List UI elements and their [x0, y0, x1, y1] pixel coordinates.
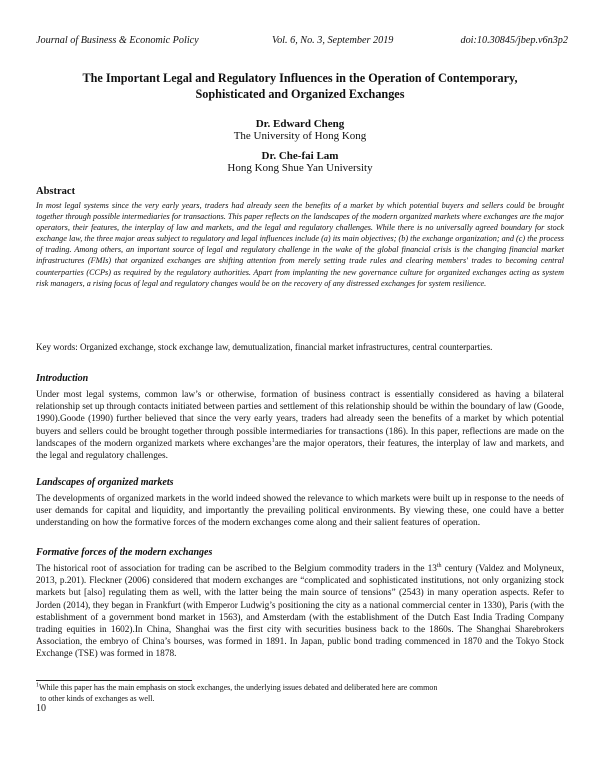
keywords: Key words: Organized exchange, stock exchange law, demutualization, financial market infrastructures, central counterparties.	[36, 342, 493, 352]
section-heading-landscapes: Landscapes of organized markets	[36, 477, 174, 488]
formative-text-part-2: century (Valdez and Molyneux, 2013, p.201). Fleckner (2006) considered that modern exchanges are “complicated and sophisticated institutions, not only organizing stock markets but [also] regulating them as well, with the latter being the main source of tensions” (2543) in many operation aspects. Refer to Jorden (2014), they began in Frankfurt (with Emperor Ludwig’s positioning the city as a national commercial center in 1330), Paris (with the establishment of a government bond market in 1563), and Amsterdam (with the establishment of the Dutch East India Trading Company trading equities in 1602).In China, Shanghai was the first city with securities business back to the 1860s. The Shanghai Sharebrokers Association, the embryo of China’s bourses, was formed in 1891. In Japan, public bond trading commenced in 1870 and the Tokyo Stock Exchange (TSE) was formed in 1878.	[36, 564, 564, 660]
footnote-text: While this paper has the main emphasis on stock exchanges, the underlying issues debated and deliberated here are common	[39, 683, 438, 692]
footnote-reference[interactable]: 1	[271, 437, 275, 444]
intro-text-part-1: Under most legal systems, common law’s or otherwise, formation of business contract is essentially considered as having a bilateral relationship set up through contacts initiated between parties and settlement of this relationship should be within the boundary of law (Goode, 1990).Goode (1990) further believed that since the very early years, traders had already seen the benefits of a market by which potential buyers and sellers could be brought together through possible intermediaries for transactions (186). In this paper, reflections are made on the landscapes of the modern organized markets where exchanges	[36, 390, 564, 449]
formative-forces-paragraph	[36, 563, 564, 661]
landscapes-paragraph: The developments of organized markets in the world indeed showed the relevance to which markets were built up in response to the needs of user demands for capital and liquidity, and importantly the prevailing political environments. By viewing these, one could have a better understanding on how the formative forces of the modern exchanges come along and their salient features of operation.	[36, 494, 564, 529]
abstract-heading: Abstract	[36, 186, 76, 197]
doi: doi:10.30845/jbep.v6n3p2	[460, 35, 568, 46]
title-line-2: Sophisticated and Organized Exchanges	[195, 87, 405, 101]
running-header	[36, 35, 568, 49]
intro-text-part-2: are the major operators, their features, the interplay of law and markets, and the legal and regulatory challenges.	[36, 438, 564, 462]
author-affiliation: The University of Hong Kong	[233, 130, 367, 142]
author-affiliation: Hong Kong Shue Yan University	[227, 162, 373, 174]
ordinal-superscript: th	[436, 562, 442, 569]
abstract-text: In most legal systems since the very early years, traders had already seen the benefits of a market by which potential buyers and sellers could be brought together through possible intermediaries for transactions. This paper reflects on the landscapes of the modern organized markets where exchanges are the major operators, their features, the interplay of law and markets, and the legal and regulatory challenges. While there is no universally agreed boundary for stock exchange law, the three major areas subject to regulatory and legal influences include (a) its main objectives; (b) the exchange organization; and (c) the process of trading. Among others, an important source of legal and regulatory challenge in the wake of the global financial crisis is the changing financial market infrastructures (FMIs) that organized exchanges are shifting attention from merely setting trade rules and clearing members' trades to becoming central counterparties (CCPs) as required by the regulatory authorities. Apart from implanting the new governance culture for organized exchanges acting as system risk managers, a rising focus of legal and regulatory changes would be on the recovery of any distressed exchanges for system resilience.	[36, 201, 564, 288]
journal-name: Journal of Business & Economic Policy	[36, 35, 199, 46]
paper-title	[56, 70, 544, 102]
footnote-mark: 1	[36, 682, 39, 689]
author-block-1	[0, 118, 600, 142]
page-number: 10	[36, 703, 46, 714]
footnote-continuation: to other kinds of exchanges as well.	[40, 693, 155, 703]
author-name: Dr. Che-fai Lam	[261, 150, 339, 162]
volume-info: Vol. 6, No. 3, September 2019	[272, 35, 394, 46]
author-name: Dr. Edward Cheng	[255, 118, 345, 130]
footnote	[36, 683, 564, 704]
introduction-paragraph	[36, 389, 564, 462]
section-heading-introduction: Introduction	[36, 373, 89, 384]
footnote-divider	[36, 680, 192, 681]
footnote-line-1	[36, 683, 564, 694]
section-heading-formative-forces: Formative forces of the modern exchanges	[36, 547, 213, 558]
title-line-1: The Important Legal and Regulatory Influences in the Operation of Contemporary,	[82, 71, 518, 85]
formative-text-part-1: The historical root of association for trading can be ascribed to the Belgium commodity traders in the 13	[36, 564, 437, 574]
author-block-2	[0, 150, 600, 174]
